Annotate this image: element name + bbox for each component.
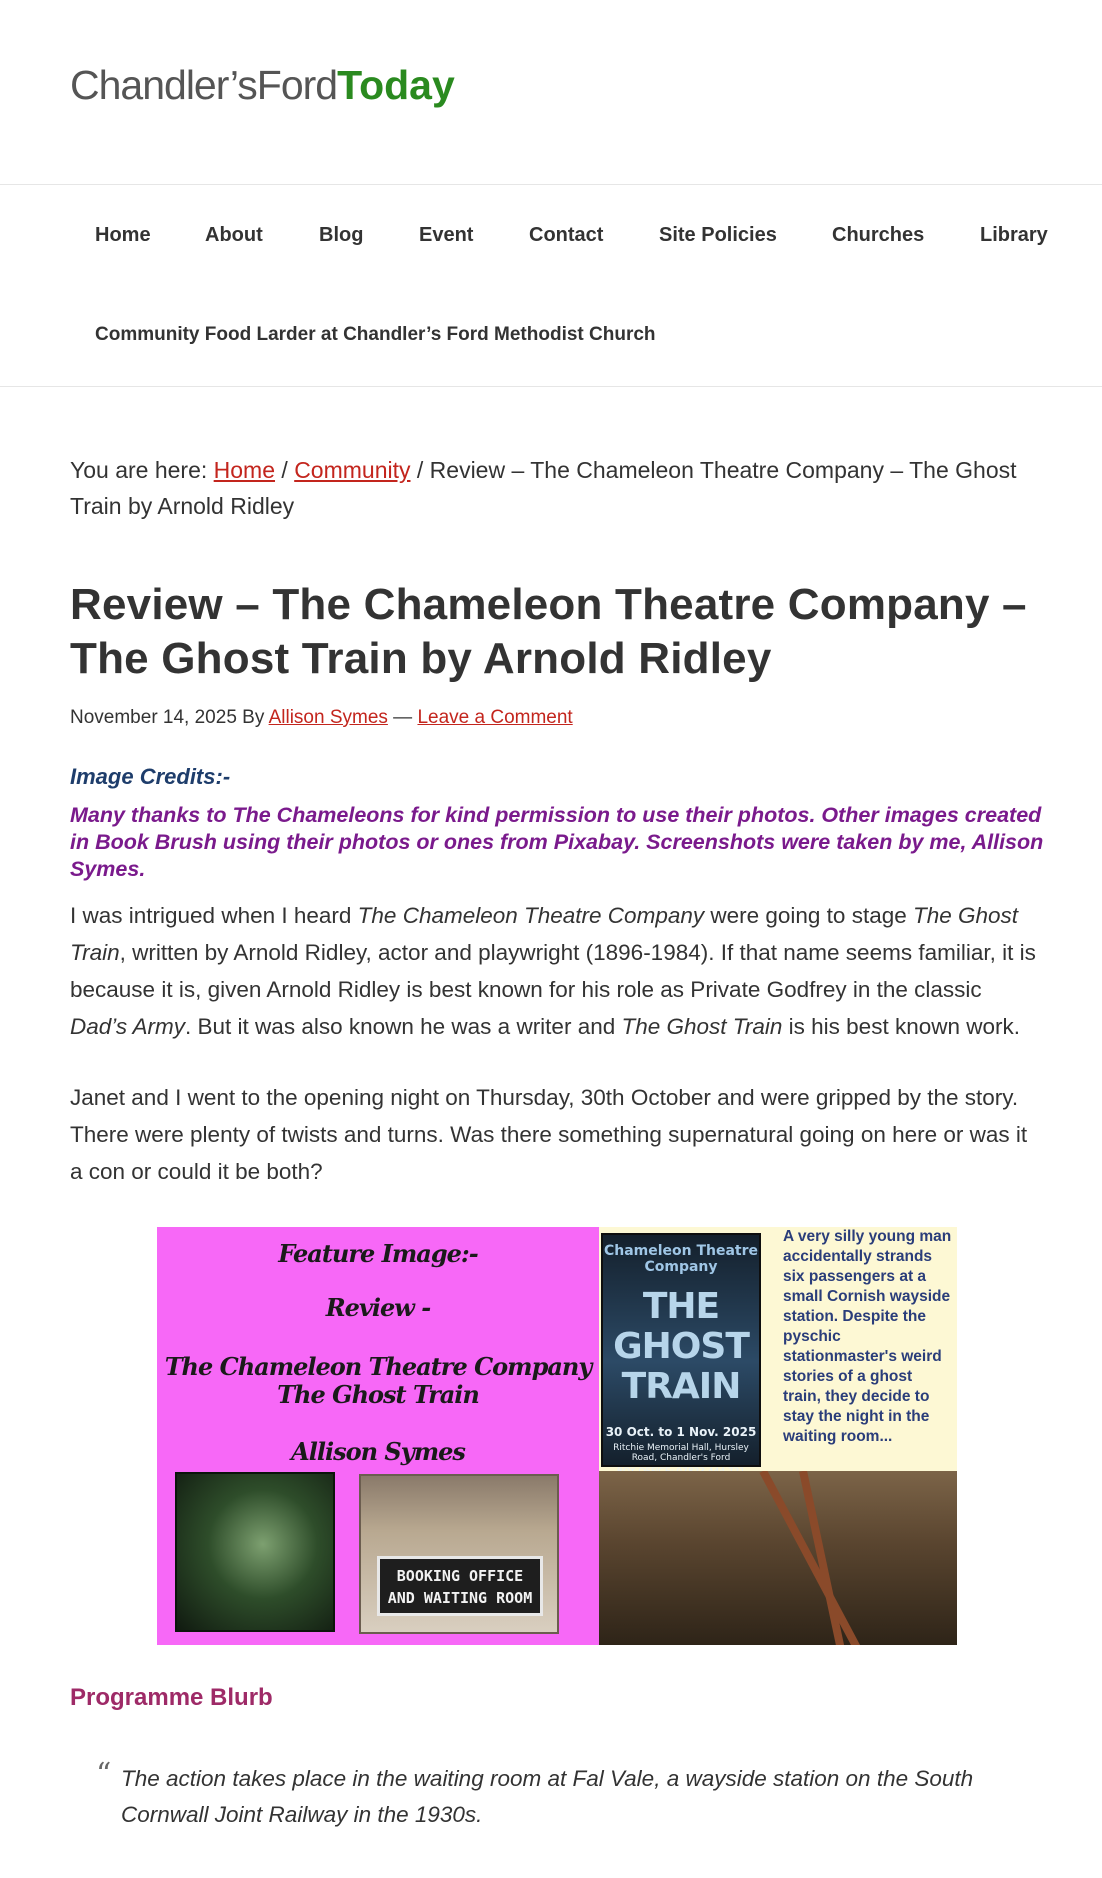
image-credits-text: Many thanks to The Chameleons for kind permission to use their photos. Other images created in Book Brush using their photos or ones from Pixabay. Screenshots were taken by me, Allison Symes. <box>70 803 1044 881</box>
text-run: were going to stage <box>704 903 913 928</box>
logo-text-part1: Chandler’sFord <box>70 62 338 108</box>
text-run: I was intrigued when I heard <box>70 903 358 928</box>
text-run-italic: The Ghost Train <box>70 903 1019 965</box>
second-paragraph: Janet and I went to the opening night on Thursday, 30th October and were gripped by the story. There were plenty of twists and turns. Was there something supernatural going on here or was it a con or could it be both? <box>70 1085 1028 1184</box>
feature-caption-line: The Ghost Train <box>277 1380 479 1409</box>
post-date: November 14, 2025 <box>70 707 237 728</box>
post-meta <box>70 704 1045 732</box>
nav-item-home[interactable]: Home <box>95 224 151 246</box>
page-title: Review – The Chameleon Theatre Company – The Ghost Train by Arnold Ridley <box>70 580 1027 683</box>
poster-venue: Ritchie Memorial Hall, Hursley Road, Chandler's Ford <box>613 1443 749 1463</box>
breadcrumb-home-link[interactable]: Home <box>213 457 276 483</box>
poster-dates: 30 Oct. to 1 Nov. 2025 <box>605 1425 757 1439</box>
breadcrumb-community-link[interactable]: Community <box>294 457 411 483</box>
poster-blurb: A very silly young man accidentally strands six passengers at a small Cornish wayside station. Despite the pyschic stationmaster's weird stories of a ghost train, they decide to stay the night in the waiting room... <box>783 1228 952 1445</box>
feature-image-right-panel <box>599 1227 957 1645</box>
nav-row-secondary <box>0 285 1102 385</box>
poster-company: Chameleon Theatre Company <box>603 1243 759 1275</box>
feature-caption-line: Allison Symes <box>291 1437 465 1466</box>
feature-caption-line: Review - <box>325 1293 431 1322</box>
site-header <box>0 0 1102 185</box>
text-run-italic: The Chameleon Theatre Company <box>357 903 705 928</box>
feature-image <box>157 1227 957 1645</box>
image-credits-heading: Image Credits:- <box>70 764 231 789</box>
quote-icon: “ <box>96 1757 112 1792</box>
leave-comment-link[interactable]: Leave a Comment <box>417 707 573 728</box>
steam-train-photo <box>175 1472 335 1632</box>
feature-image-left-panel <box>157 1227 599 1645</box>
booking-office-photo <box>359 1474 559 1634</box>
author-link[interactable]: Allison Symes <box>268 707 388 728</box>
sign-text: AND WAITING ROOM <box>387 1589 533 1607</box>
post-by: By <box>236 707 269 728</box>
nav-item-food-larder[interactable]: Community Food Larder at Chandler’s Ford Methodist Church <box>95 324 656 345</box>
nav-item-contact[interactable]: Contact <box>529 224 604 246</box>
booking-office-sign <box>377 1556 543 1616</box>
breadcrumb <box>70 452 1045 524</box>
text-run-italic: The Ghost Train <box>621 1014 783 1039</box>
nav-item-blog[interactable]: Blog <box>319 224 364 246</box>
intro-paragraph <box>70 897 1045 1045</box>
railway-tracks-photo <box>599 1471 957 1645</box>
breadcrumb-separator: / <box>275 457 295 483</box>
logo-text-part2: Today <box>337 62 455 108</box>
nav-row-primary <box>0 185 1102 285</box>
nav-item-site-policies[interactable]: Site Policies <box>659 224 777 246</box>
section-heading-programme-blurb: Programme Blurb <box>70 1684 273 1711</box>
breadcrumb-current: Review – The Chameleon Theatre Company – The Ghost Train by Arnold Ridley <box>70 457 1017 519</box>
article-content <box>70 452 1045 1190</box>
breadcrumb-separator: / <box>410 457 430 483</box>
nav-item-churches[interactable]: Churches <box>832 224 925 246</box>
main-nav <box>0 185 1102 387</box>
text-run: . But it was also known he was a writer and <box>185 1014 622 1039</box>
site-logo[interactable] <box>70 62 455 109</box>
poster-title: THE GHOST TRAIN <box>613 1286 749 1407</box>
breadcrumb-prefix: You are here: <box>70 457 214 483</box>
nav-item-library[interactable]: Library <box>980 224 1048 246</box>
ghost-train-poster <box>601 1233 761 1467</box>
feature-caption-line: The Chameleon Theatre Company <box>164 1352 592 1381</box>
text-run: is his best known work. <box>782 1014 1020 1039</box>
meta-dash: — <box>387 707 418 728</box>
text-run: , written by Arnold Ridley, actor and playwright (1896-1984). If that name seems familiar, it is because it is, given Arnold Ridley is best known for his role as Private Godfrey in the classic <box>70 940 1036 1002</box>
nav-item-event[interactable]: Event <box>419 224 474 246</box>
sign-text: BOOKING OFFICE <box>396 1567 524 1585</box>
feature-caption-line: Feature Image:- <box>278 1239 478 1268</box>
nav-item-about[interactable]: About <box>205 224 263 246</box>
programme-quote: The action takes place in the waiting room at Fal Vale, a wayside station on the South Cornwall Joint Railway in the 1930s. <box>121 1766 974 1827</box>
text-run-italic: Dad’s Army <box>70 1014 186 1039</box>
